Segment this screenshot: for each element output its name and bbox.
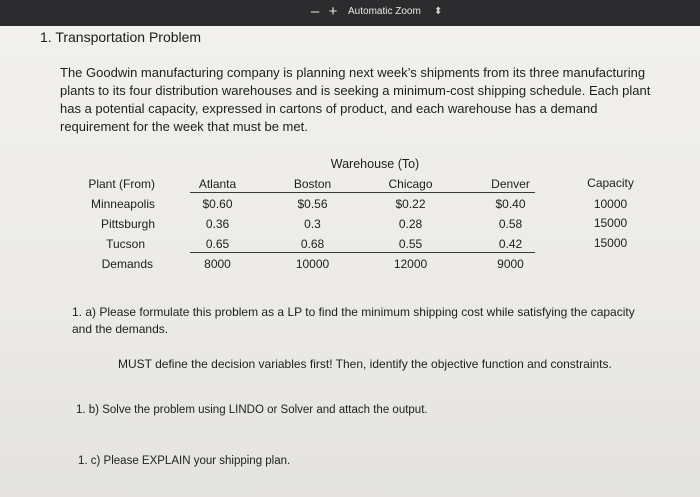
problem-heading: 1. Transportation Problem: [40, 29, 202, 45]
plant-header: Plant (From): [88, 177, 155, 191]
capacity-cell: 15000: [593, 236, 628, 250]
demand-cell: 10000: [295, 257, 330, 271]
cost-cell: 0.36: [205, 217, 230, 231]
question-1c: 1. c) Please EXPLAIN your shipping plan.: [78, 455, 291, 467]
cost-cell: 0.42: [498, 237, 523, 251]
dropdown-arrows-icon[interactable]: ⬍: [434, 6, 443, 17]
cost-cell: 0.65: [205, 237, 230, 251]
cost-cell: 0.58: [498, 217, 523, 231]
demand-cell: 8000: [204, 257, 231, 271]
demands-label: Demands: [101, 257, 153, 271]
cost-cell: $0.22: [395, 197, 426, 211]
question-1a: 1. a) Please formulate this problem as a LP to find the minimum shipping cost while satisfying the capacity and the demands.: [72, 305, 635, 336]
header-underline: [190, 192, 535, 193]
demand-cell: 9000: [497, 257, 524, 271]
col-chicago: Chicago: [388, 177, 433, 191]
col-boston: Boston: [293, 177, 332, 191]
cost-cell: $0.56: [297, 197, 328, 211]
zoom-select[interactable]: Automatic Zoom: [348, 6, 421, 17]
warehouse-header: Warehouse (To): [330, 157, 420, 171]
cost-cell: $0.60: [202, 197, 233, 211]
zoom-in-button[interactable]: +: [328, 3, 338, 20]
zoom-out-button[interactable]: –: [310, 3, 320, 20]
demand-cell: 12000: [393, 257, 428, 271]
cost-cell: 0.28: [398, 217, 423, 231]
cost-cell: 0.3: [304, 217, 321, 231]
document-page: [0, 26, 700, 497]
plant-tucson: Tucson: [106, 237, 145, 251]
col-denver: Denver: [491, 177, 530, 191]
plant-pittsburgh: Pittsburgh: [100, 217, 155, 231]
cost-cell: $0.40: [495, 197, 526, 211]
cost-cell: 0.55: [398, 237, 423, 251]
capacity-cell: 15000: [593, 216, 628, 230]
plant-minneapolis: Minneapolis: [90, 197, 155, 211]
capacity-cell: 10000: [593, 197, 628, 211]
rows-underline: [190, 252, 535, 253]
cost-cell: 0.68: [300, 237, 325, 251]
pdf-toolbar: [0, 0, 700, 27]
capacity-header: Capacity: [587, 176, 634, 190]
question-1b: 1. b) Solve the problem using LINDO or Solver and attach the output.: [76, 404, 428, 416]
col-atlanta: Atlanta: [198, 177, 237, 191]
question-1a-note: MUST define the decision variables first! Then, identify the objective function and constraints.: [118, 357, 612, 371]
problem-description: The Goodwin manufacturing company is planning next week’s shipments from its three manufacturing plants to its four distribution warehouses and is seeking a minimum-cost shipping schedule. Each plant has a potential capacity, expressed in cartons of product, and each warehouse has a demand requirement for the week that must be met.: [60, 65, 651, 134]
